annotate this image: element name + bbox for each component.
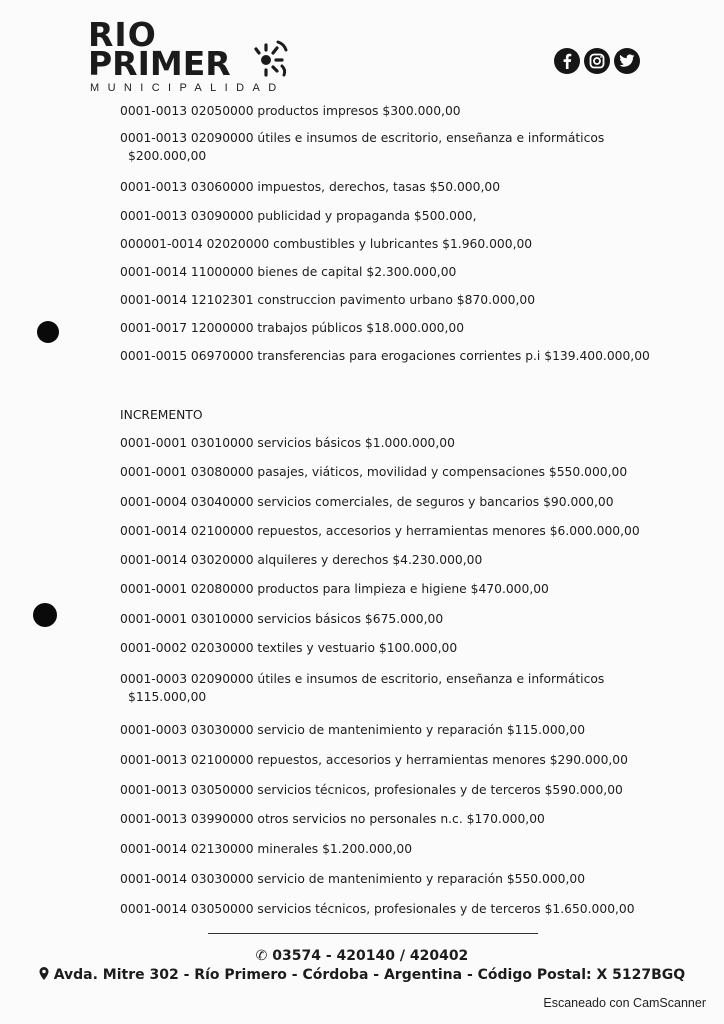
footer-address bbox=[0, 967, 724, 983]
budget-line: 0001-0013 03090000 publicidad y propaganda $500.000, bbox=[120, 209, 477, 223]
footer-phone bbox=[0, 948, 724, 964]
budget-line-text: 0001-0003 02090000 útiles e insumos de escritorio, enseñanza e informáticos bbox=[120, 672, 605, 686]
punch-hole-mark bbox=[33, 603, 57, 627]
budget-line: 0001-0001 03010000 servicios básicos $675.000,00 bbox=[120, 612, 444, 626]
address-text: Avda. Mitre 302 - Río Primero - Córdoba - Argentina - Código Postal: X 5127BGQ bbox=[53, 967, 686, 983]
facebook-icon bbox=[554, 48, 580, 74]
budget-line: 0001-0001 03080000 pasajes, viáticos, movilidad y compensaciones $550.000,00 bbox=[120, 465, 628, 479]
budget-line: 0001-0014 02100000 repuestos, accesorios y herramientas menores $6.000.000,00 bbox=[120, 524, 640, 538]
budget-line: 0001-0013 03990000 otros servicios no personales n.c. $170.000,00 bbox=[120, 812, 545, 826]
logo-line2: PRIMER bbox=[88, 44, 231, 83]
budget-line: 0001-0014 02130000 minerales $1.200.000,00 bbox=[120, 842, 413, 856]
budget-line: 0001-0014 03050000 servicios técnicos, profesionales y de terceros $1.650.000,00 bbox=[120, 902, 635, 916]
budget-line: 0001-0014 12102301 construccion pavimento urbano $870.000,00 bbox=[120, 293, 536, 307]
budget-line bbox=[120, 129, 620, 165]
budget-line: 0001-0001 02080000 productos para limpieza e higiene $470.000,00 bbox=[120, 582, 549, 596]
budget-line: 0001-0014 03020000 alquileres y derechos $4.230.000,00 bbox=[120, 553, 483, 567]
social-icons bbox=[554, 48, 640, 74]
punch-hole-mark bbox=[37, 321, 59, 343]
budget-line: 0001-0014 11000000 bienes de capital $2.300.000,00 bbox=[120, 265, 457, 279]
budget-line-amount: $200.000,00 bbox=[128, 149, 207, 163]
twitter-icon bbox=[614, 48, 640, 74]
budget-line: 0001-0017 12000000 trabajos públicos $18.000.000,00 bbox=[120, 321, 465, 335]
budget-line: 0001-0013 02100000 repuestos, accesorios y herramientas menores $290.000,00 bbox=[120, 753, 628, 767]
budget-line-amount: $115.000,00 bbox=[128, 690, 207, 704]
footer-divider bbox=[208, 933, 538, 934]
logo-line1: RIO bbox=[88, 15, 157, 54]
phone-numbers: 03574 - 420140 / 420402 bbox=[272, 948, 469, 964]
budget-line: 000001-0014 02020000 combustibles y lubricantes $1.960.000,00 bbox=[120, 237, 533, 251]
logo-subtitle: MUNICIPALIDAD bbox=[90, 82, 285, 94]
budget-line: 0001-0013 03050000 servicios técnicos, profesionales y de terceros $590.000,00 bbox=[120, 783, 623, 797]
location-pin-icon bbox=[39, 967, 49, 980]
phone-icon: ✆ bbox=[255, 948, 268, 964]
budget-line: 0001-0002 02030000 textiles y vestuario $100.000,00 bbox=[120, 641, 458, 655]
budget-line bbox=[120, 670, 620, 706]
budget-line: 0001-0015 06970000 transferencias para erogaciones corrientes p.i $139.400.000,00 bbox=[120, 349, 650, 363]
budget-line: 0001-0003 03030000 servicio de mantenimiento y reparación $115.000,00 bbox=[120, 723, 586, 737]
section-title: INCREMENTO bbox=[120, 408, 203, 422]
municipality-logo bbox=[88, 15, 308, 98]
instagram-icon bbox=[584, 48, 610, 74]
budget-line: 0001-0001 03010000 servicios básicos $1.000.000,00 bbox=[120, 436, 455, 450]
budget-line: 0001-0013 03060000 impuestos, derechos, tasas $50.000,00 bbox=[120, 180, 501, 194]
sun-logo-icon bbox=[248, 36, 292, 80]
budget-line: 0001-0013 02050000 productos impresos $300.000,00 bbox=[120, 104, 461, 118]
budget-line-text: 0001-0013 02090000 útiles e insumos de escritorio, enseñanza e informáticos bbox=[120, 131, 605, 145]
budget-line: 0001-0014 03030000 servicio de mantenimiento y reparación $550.000,00 bbox=[120, 872, 586, 886]
budget-line: 0001-0004 03040000 servicios comerciales, de seguros y bancarios $90.000,00 bbox=[120, 495, 614, 509]
scanner-watermark: Escaneado con CamScanner bbox=[543, 996, 706, 1010]
